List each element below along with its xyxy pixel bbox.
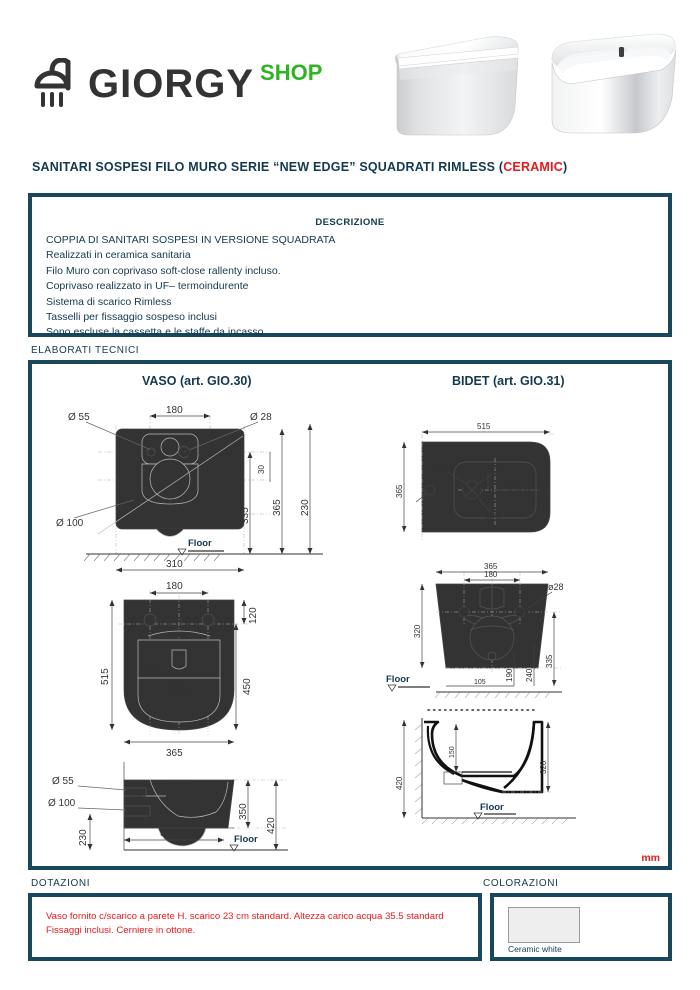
description-lines (46, 233, 658, 341)
technical-drawings-box (28, 360, 672, 870)
svg-text:Ø 55: Ø 55 (68, 412, 90, 423)
vaso-side-section (48, 762, 288, 851)
vaso-rear-elevation (56, 405, 323, 573)
svg-text:365: 365 (484, 562, 498, 571)
svg-text:180: 180 (166, 405, 183, 416)
svg-text:180: 180 (166, 581, 183, 592)
svg-text:515: 515 (100, 668, 111, 685)
bidet-front-elevation (386, 562, 564, 698)
page-title-main: SANITARI SOSPESI FILO MURO SERIE “NEW EDGE” SQUADRATI RIMLESS ( (32, 160, 504, 174)
svg-text:390: 390 (160, 828, 177, 839)
svg-text:420: 420 (395, 776, 404, 790)
description-line: Filo Muro con coprivaso soft-close rallenty incluso. (46, 264, 281, 277)
svg-text:ø28: ø28 (548, 582, 564, 592)
svg-text:105: 105 (474, 679, 486, 686)
brand-name: GIORGY (88, 62, 255, 106)
svg-text:335: 335 (240, 507, 251, 524)
svg-text:335: 335 (508, 480, 522, 489)
wall-hung-wc-photo (396, 37, 519, 135)
unit-label: mm (641, 852, 660, 864)
svg-text:ø35: ø35 (438, 462, 454, 472)
svg-text:280: 280 (481, 478, 488, 490)
page-header (0, 0, 700, 150)
svg-text:365: 365 (395, 484, 404, 498)
svg-text:320: 320 (539, 760, 548, 774)
dotazioni-line: Vaso fornito c/scarico a parete H. scarico 23 cm standard. Altezza carico acqua 35.5 standard (46, 911, 444, 922)
colorazioni-box (490, 893, 672, 961)
description-line: Coprivaso realizzato in UF– termoindurente (46, 280, 249, 293)
svg-text:350: 350 (238, 803, 249, 820)
page-title (32, 160, 672, 174)
bidet-side-section (395, 710, 576, 824)
svg-text:365: 365 (166, 748, 183, 759)
svg-text:Ø 100: Ø 100 (48, 798, 76, 809)
svg-text:ø70: ø70 (486, 512, 502, 522)
page-title-close: ) (562, 160, 568, 174)
svg-text:240: 240 (525, 668, 534, 682)
svg-text:365: 365 (272, 499, 283, 516)
svg-text:515: 515 (477, 422, 491, 431)
svg-text:310: 310 (166, 559, 183, 570)
color-swatch-label: Ceramic white (508, 944, 562, 954)
shower-head-icon (30, 58, 78, 110)
section-label-dotazioni: DOTAZIONI (31, 878, 91, 889)
svg-text:150: 150 (449, 746, 456, 758)
wall-hung-bidet-photo (552, 34, 676, 133)
vaso-drawings-svg (38, 394, 348, 864)
svg-text:ø45: ø45 (488, 462, 504, 472)
svg-text:30: 30 (257, 465, 266, 474)
svg-text:230: 230 (78, 829, 89, 846)
brand-suffix: SHOP (260, 60, 323, 85)
svg-text:120: 120 (248, 607, 259, 624)
svg-text:420: 420 (266, 817, 277, 834)
svg-text:450: 450 (242, 678, 253, 695)
description-line: Tasselli per fissaggio sospeso inclusi (46, 311, 217, 324)
description-line: Sistema di scarico Rimless (46, 295, 172, 308)
svg-text:Floor: Floor (480, 802, 504, 813)
dotazioni-text (46, 910, 444, 938)
bidet-plan-view (395, 422, 554, 540)
svg-text:350: 350 (168, 685, 187, 697)
svg-text:Ø 100: Ø 100 (56, 518, 84, 529)
svg-text:190: 190 (505, 668, 514, 682)
page-title-highlight: CERAMIC (503, 160, 563, 174)
bidet-drawings-svg (362, 394, 662, 864)
svg-text:335: 335 (545, 654, 554, 668)
dotazioni-line: Fissaggi inclusi. Cerniere in ottone. (46, 925, 196, 936)
svg-text:Floor: Floor (386, 674, 410, 685)
svg-text:180: 180 (484, 570, 498, 579)
vaso-drawing-title: VASO (art. GIO.30) (142, 374, 252, 388)
description-line: COPPIA DI SANITARI SOSPESI IN VERSIONE SQUADRATA (46, 234, 336, 246)
section-label-colorazioni: COLORAZIONI (483, 878, 559, 889)
svg-text:280: 280 (141, 666, 160, 678)
description-line: Sono escluse la cassetta e le staffe da incasso (46, 326, 264, 339)
svg-text:320: 320 (413, 624, 422, 638)
svg-text:Ø 55: Ø 55 (52, 776, 74, 787)
bidet-drawing-title: BIDET (art. GIO.31) (452, 374, 565, 388)
description-box (28, 193, 672, 337)
dotazioni-box (28, 893, 482, 961)
svg-text:Floor: Floor (234, 834, 258, 845)
description-line: Realizzati in ceramica sanitaria (46, 249, 191, 262)
description-heading: DESCRIZIONE (315, 217, 385, 228)
product-photos (385, 22, 680, 147)
svg-text:Ø 28: Ø 28 (250, 412, 272, 423)
color-swatch-ceramic-white[interactable] (508, 907, 580, 943)
vaso-plan-view (100, 581, 259, 759)
svg-text:230: 230 (300, 499, 311, 516)
brand-logo (30, 58, 322, 110)
section-label-technical: ELABORATI TECNICI (31, 345, 140, 356)
svg-text:Floor: Floor (188, 538, 212, 549)
